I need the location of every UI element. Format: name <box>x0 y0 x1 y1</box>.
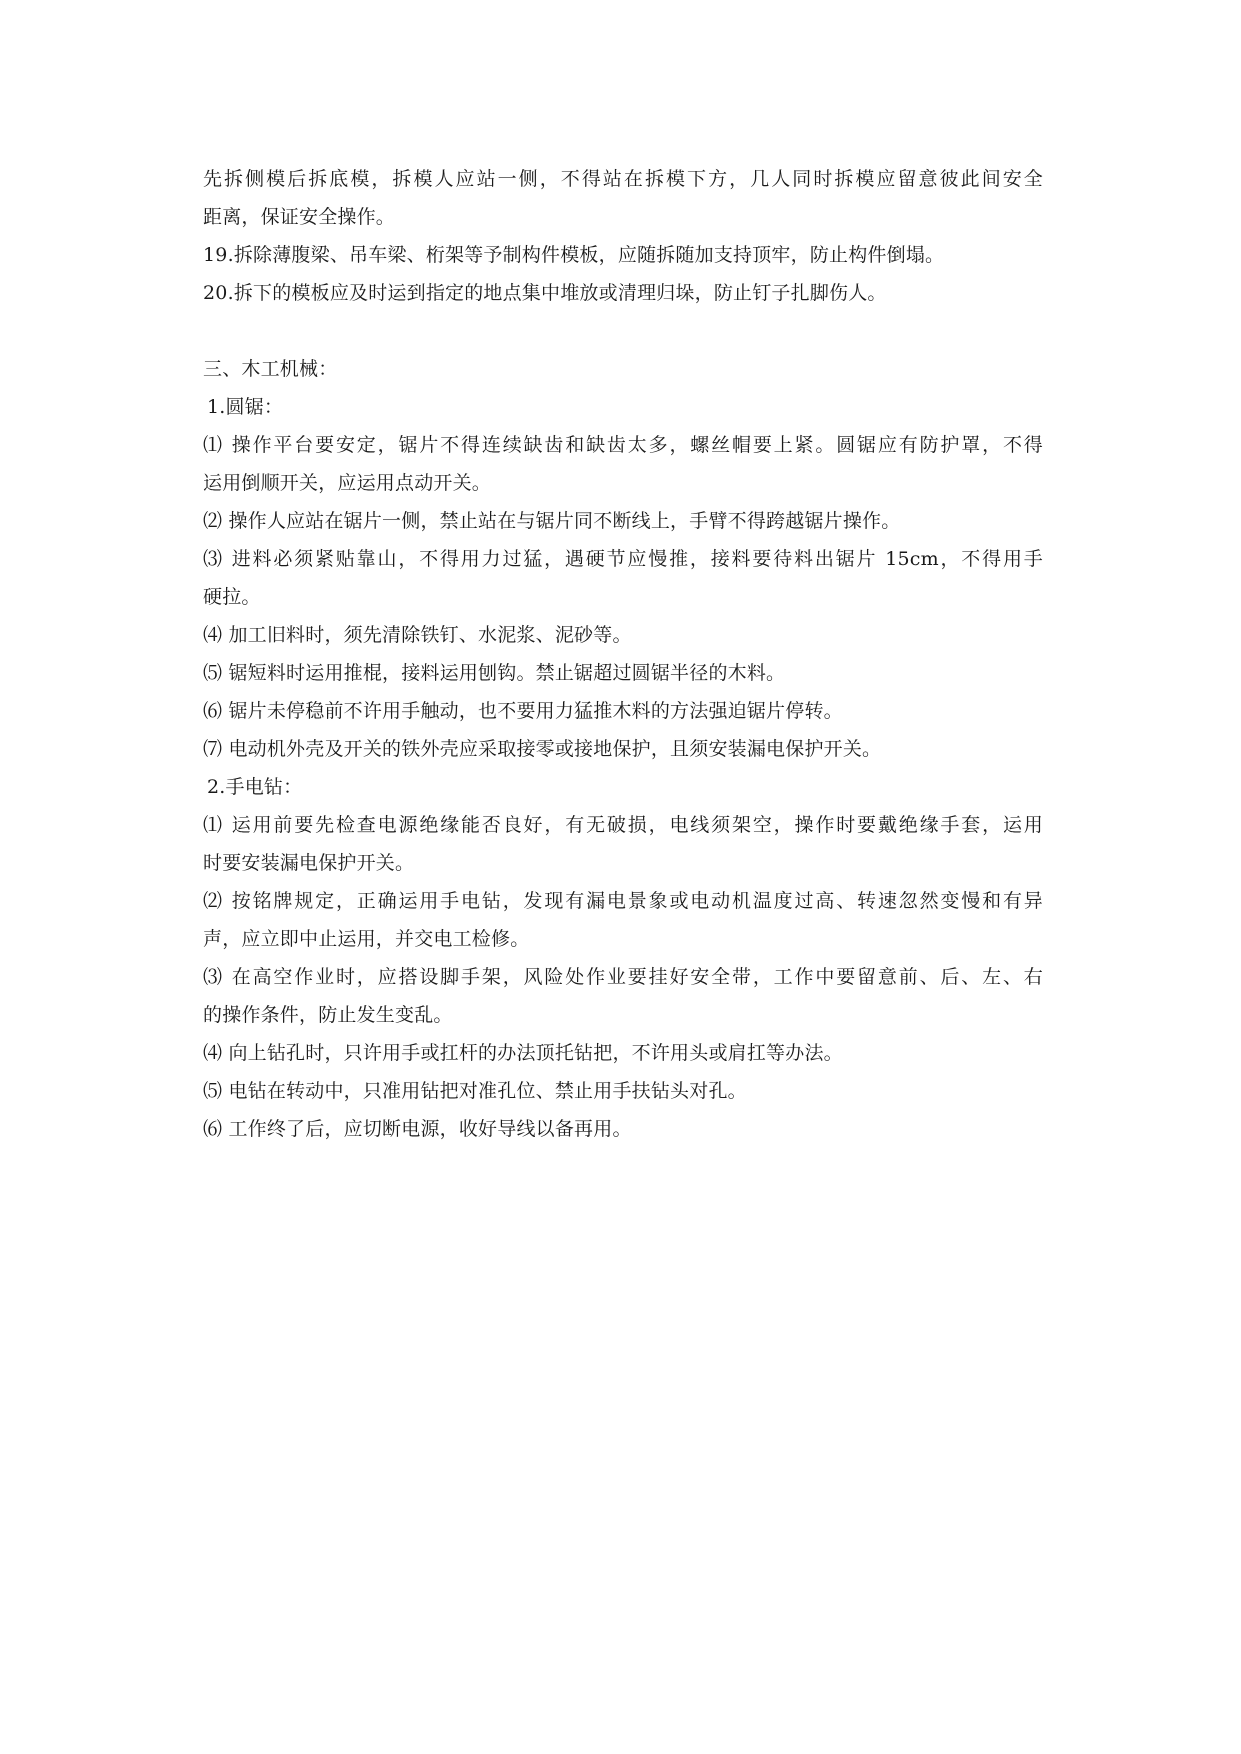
item-20: 20.拆下的模板应及时运到指定的地点集中堆放或清理归垛，防止钉子扎脚伤人。 <box>203 282 887 304</box>
section-heading: 三、木工机械： <box>203 358 338 380</box>
saw-item-4: ⑷ 加工旧料时，须先清除铁钉、水泥浆、泥砂等。 <box>203 624 632 646</box>
saw-item-6: ⑹ 锯片未停稳前不许用手触动，也不要用力猛推木料的方法强迫锯片停转。 <box>203 700 843 722</box>
subsection-heading-hand-drill: 2.手电钻： <box>207 776 303 798</box>
paragraph-line: 距离，保证安全操作。 <box>203 206 396 228</box>
drill-item-5: ⑸ 电钻在转动中，只准用钻把对准孔位、禁止用手扶钻头对孔。 <box>203 1080 747 1102</box>
subsection-heading-circular-saw: 1.圆锯： <box>207 396 284 418</box>
drill-item-3: ⑶ 在高空作业时，应搭设脚手架，风险处作业要挂好安全带，工作中要留意前、后、左、右 <box>203 966 1043 988</box>
saw-item-2: ⑵ 操作人应站在锯片一侧，禁止站在与锯片同不断线上，手臂不得跨越锯片操作。 <box>203 510 901 532</box>
drill-item-1-cont: 时要安装漏电保护开关。 <box>203 852 415 874</box>
drill-item-3-cont: 的操作条件，防止发生变乱。 <box>203 1004 453 1026</box>
drill-item-4: ⑷ 向上钻孔时，只许用手或扛杆的办法顶托钻把，不许用头或肩扛等办法。 <box>203 1042 843 1064</box>
item-19: 19.拆除薄腹梁、吊车梁、桁架等予制构件模板，应随拆随加支持顶牢，防止构件倒塌。 <box>203 244 945 266</box>
document-page <box>203 160 1043 1148</box>
saw-item-7: ⑺ 电动机外壳及开关的铁外壳应采取接零或接地保护，且须安装漏电保护开关。 <box>203 738 882 760</box>
drill-item-2-cont: 声，应立即中止运用，并交电工检修。 <box>203 928 530 950</box>
drill-item-1: ⑴ 运用前要先检查电源绝缘能否良好，有无破损，电线须架空，操作时要戴绝缘手套，运用 <box>203 814 1043 836</box>
saw-item-1: ⑴ 操作平台要安定，锯片不得连续缺齿和缺齿太多，螺丝帽要上紧。圆锯应有防护罩，不得 <box>203 434 1043 456</box>
saw-item-3-cont: 硬拉。 <box>203 586 261 608</box>
saw-item-5: ⑸ 锯短料时运用推棍，接料运用刨钩。禁止锯超过圆锯半径的木料。 <box>203 662 786 684</box>
paragraph-line: 先拆侧模后拆底模，拆模人应站一侧，不得站在拆模下方，几人同时拆模应留意彼此间安全 <box>203 168 1043 190</box>
saw-item-3: ⑶ 进料必须紧贴靠山，不得用力过猛，遇硬节应慢推，接料要待料出锯片 15cm，不得用手 <box>203 548 1043 570</box>
saw-item-1-cont: 运用倒顺开关，应运用点动开关。 <box>203 472 492 494</box>
blank-line <box>203 312 1043 350</box>
drill-item-6: ⑹ 工作终了后，应切断电源，收好导线以备再用。 <box>203 1118 632 1140</box>
drill-item-2: ⑵ 按铭牌规定，正确运用手电钻，发现有漏电景象或电动机温度过高、转速忽然变慢和有异 <box>203 890 1043 912</box>
